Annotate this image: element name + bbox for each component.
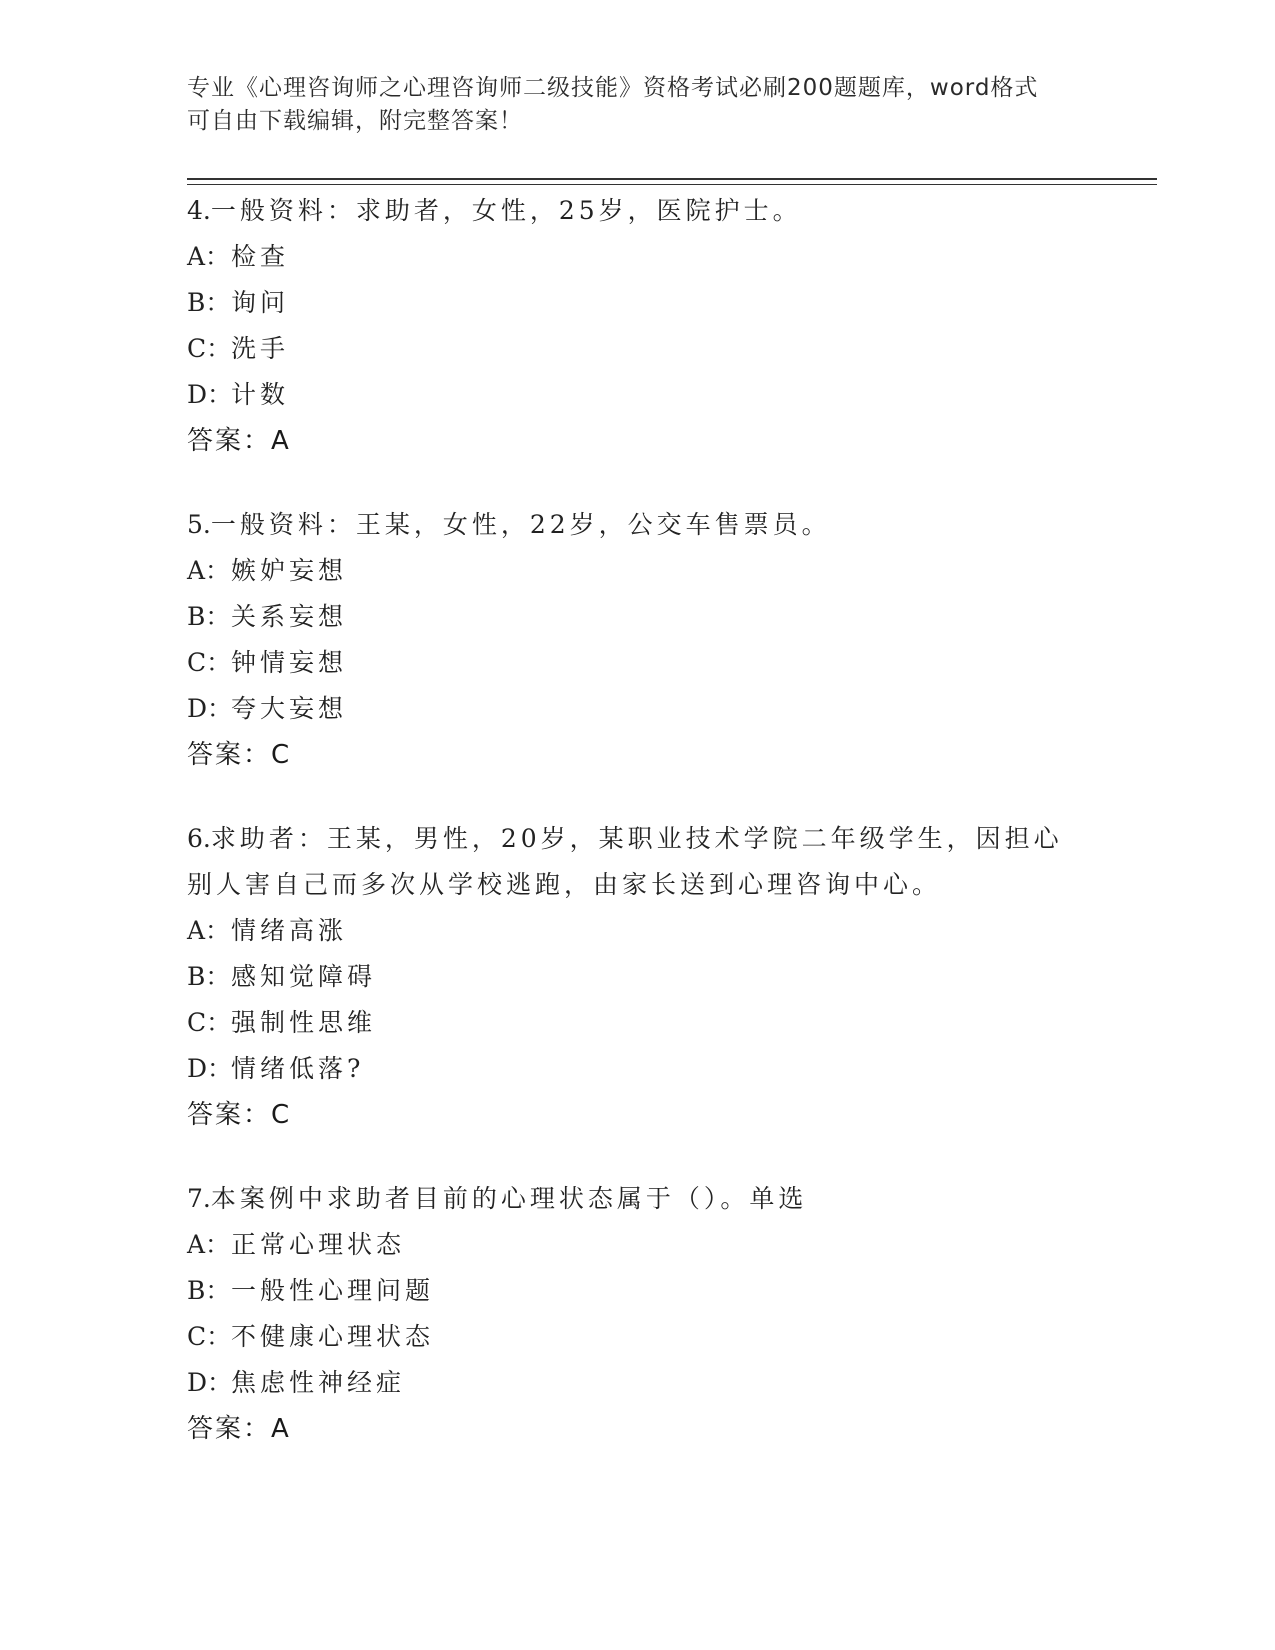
option-text: 一般性心理问题 (231, 1276, 435, 1305)
option-text: 不健康心理状态 (231, 1322, 435, 1351)
option-text: 计数 (231, 380, 290, 409)
option-key: C： (187, 1322, 232, 1351)
option-key: D： (187, 1054, 233, 1083)
answer-option (187, 326, 1087, 372)
answer-option (187, 640, 1087, 686)
question-text: 求助者：王某，男性，20岁，某职业技术学院二年级学生，因担心别人害自己而多次从学校逃跑，由家长送到心理咨询中心。 (187, 824, 1063, 899)
option-text: 感知觉障碍 (231, 962, 377, 991)
answer-option (187, 372, 1087, 418)
answer-option (187, 548, 1087, 594)
question-text: 本案例中求助者目前的心理状态属于（）。单选 (210, 1184, 808, 1213)
question-stem (187, 1176, 1087, 1222)
option-key: B： (187, 1276, 231, 1305)
option-key: A： (187, 1230, 231, 1259)
question-block (187, 502, 1087, 778)
option-text: 检查 (231, 242, 290, 271)
answer-option (187, 594, 1087, 640)
option-text: 询问 (231, 288, 290, 317)
answer-option (187, 1314, 1087, 1360)
answer-option (187, 908, 1087, 954)
document-header (187, 72, 1067, 138)
option-key: B： (187, 602, 231, 631)
question-stem (187, 502, 1087, 548)
option-key: C： (187, 1008, 232, 1037)
option-key: B： (187, 962, 231, 991)
option-text: 关系妄想 (231, 602, 348, 631)
option-key: C： (187, 334, 232, 363)
question-number: 7. (187, 1184, 211, 1213)
header-divider-thin (187, 184, 1157, 185)
answer-key: 答案：C (187, 740, 292, 770)
question-block (187, 816, 1087, 1138)
answer-key: 答案：A (187, 1414, 291, 1444)
option-key: A： (187, 242, 231, 271)
answer-option (187, 1000, 1087, 1046)
answer-option (187, 686, 1087, 732)
option-key: A： (187, 916, 231, 945)
answer-option (187, 280, 1087, 326)
question-stem (187, 816, 1087, 908)
option-text: 强制性思维 (231, 1008, 377, 1037)
header-line-2: 可自由下载编辑，附完整答案！ (187, 108, 523, 134)
header-line-1: 专业《心理咨询师之心理咨询师二级技能》资格考试必刷200题题库，word格式 (187, 75, 1039, 101)
option-text: 正常心理状态 (231, 1230, 406, 1259)
question-list (187, 188, 1087, 1490)
question-text: 一般资料：王某，女性，22岁，公交车售票员。 (210, 510, 831, 539)
answer-option (187, 1046, 1087, 1092)
option-text: 钟情妄想 (231, 648, 348, 677)
option-text: 洗手 (231, 334, 290, 363)
option-text: 夸大妄想 (231, 694, 348, 723)
answer-option (187, 954, 1087, 1000)
question-text: 一般资料：求助者，女性，25岁，医院护士。 (210, 196, 802, 225)
option-key: D： (187, 1368, 233, 1397)
question-number: 4. (187, 196, 211, 225)
answer-option (187, 1268, 1087, 1314)
question-block (187, 1176, 1087, 1452)
option-key: B： (187, 288, 231, 317)
answer-option (187, 1360, 1087, 1406)
option-text: 情绪高涨 (231, 916, 348, 945)
option-key: A： (187, 556, 231, 585)
question-number: 5. (187, 510, 211, 539)
option-key: D： (187, 694, 233, 723)
option-text: 嫉妒妄想 (231, 556, 348, 585)
option-text: 情绪低落? (231, 1054, 365, 1083)
question-number: 6. (187, 824, 211, 853)
option-text: 焦虑性神经症 (231, 1368, 406, 1397)
question-stem (187, 188, 1087, 234)
answer-key: 答案：C (187, 1100, 292, 1130)
option-key: D： (187, 380, 233, 409)
answer-option (187, 1222, 1087, 1268)
answer-key: 答案：A (187, 426, 291, 456)
option-key: C： (187, 648, 232, 677)
header-divider-thick (187, 178, 1157, 180)
answer-option (187, 234, 1087, 280)
question-block (187, 188, 1087, 464)
